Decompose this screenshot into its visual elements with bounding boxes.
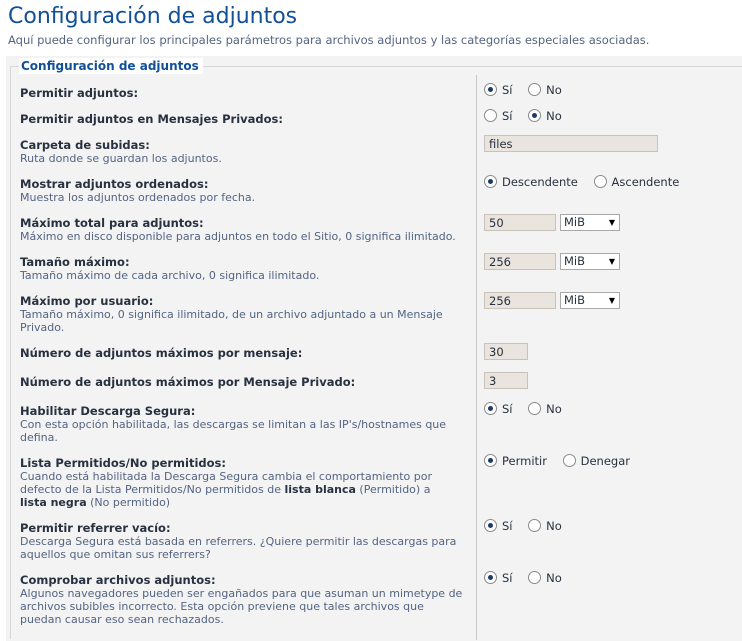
setting-description: Máximo en disco disponible para adjuntos en todo el Sitio, 0 significa ilimitado. [20, 230, 456, 243]
radio-button-selected[interactable] [484, 175, 497, 188]
radio-option-yes[interactable]: Sí [484, 109, 513, 123]
setting-label: Permitir adjuntos: [20, 86, 139, 100]
max-per-user-input[interactable]: 256 [484, 292, 556, 309]
chevron-down-icon: ▼ [608, 218, 615, 227]
radio-option-no[interactable]: No [528, 402, 562, 416]
setting-label: Mostrar adjuntos ordenados: [20, 177, 209, 191]
setting-label: Permitir referrer vacío: [20, 521, 171, 535]
max-filesize-input[interactable]: 256 [484, 253, 556, 270]
section-legend: Configuración de adjuntos [19, 58, 203, 74]
radio-option-deny[interactable]: Denegar [563, 454, 630, 468]
setting-description: Descarga Segura está basada en referrers. ¿Quiere permitir las descargas para aquellos que omitan sus referrers? [20, 535, 457, 561]
setting-label: Habilitar Descarga Segura: [20, 404, 196, 418]
setting-description: Tamaño máximo, 0 significa ilimitado, de un archivo adjuntado a un Mensaje Privado. [20, 308, 443, 334]
page-description: Aquí puede configurar los principales parámetros para archivos adjuntos y las categorías especiales asociadas. [8, 33, 650, 47]
radio-group [484, 83, 574, 97]
radio-button[interactable] [528, 571, 541, 584]
radio-option-allow[interactable]: Permitir [484, 454, 547, 468]
max-per-user-unit-select[interactable]: MiB ▼ [560, 292, 620, 309]
radio-option-no[interactable]: No [528, 571, 562, 585]
radio-group [484, 454, 642, 468]
setting-description: Ruta donde se guardan los adjuntos. [20, 152, 222, 165]
radio-group [484, 571, 574, 585]
radio-button[interactable] [484, 109, 497, 122]
chevron-down-icon: ▼ [608, 296, 615, 305]
radio-option-descending[interactable]: Descendente [484, 175, 578, 189]
setting-label: Número de adjuntos máximos por mensaje: [20, 346, 303, 360]
radio-option-no[interactable]: No [528, 83, 562, 97]
radio-button-selected[interactable] [484, 571, 497, 584]
radio-option-yes[interactable]: Sí [484, 571, 513, 585]
max-per-post-input[interactable]: 30 [484, 343, 528, 360]
column-divider [476, 75, 477, 640]
total-max-input[interactable]: 50 [484, 214, 556, 231]
setting-description: Cuando está habilitada la Descarga Segura cambia el comportamiento por defecto de la Lista Permitidos/No permitidos de lista blanca (Permitido) a lista negra (No permitido) [20, 470, 432, 509]
radio-button[interactable] [563, 454, 576, 467]
setting-label: Lista Permitidos/No permitidos: [20, 456, 226, 470]
radio-button-selected[interactable] [484, 519, 497, 532]
radio-group [484, 519, 574, 533]
radio-group [484, 175, 691, 189]
radio-option-yes[interactable]: Sí [484, 83, 513, 97]
total-max-unit-select[interactable]: MiB ▼ [560, 214, 620, 231]
radio-button[interactable] [594, 175, 607, 188]
radio-button[interactable] [528, 519, 541, 532]
radio-button-selected[interactable] [484, 402, 497, 415]
setting-description: Muestra los adjuntos ordenados por fecha. [20, 191, 256, 204]
radio-button[interactable] [528, 83, 541, 96]
setting-description: Con esta opción habilitada, las descargas se limitan a las IP's/hostnames que defina. [20, 418, 447, 444]
setting-label: Número de adjuntos máximos por Mensaje Privado: [20, 375, 356, 389]
setting-label: Carpeta de subidas: [20, 138, 150, 152]
radio-group [484, 109, 574, 123]
setting-description: Tamaño máximo de cada archivo, 0 significa ilimitado. [20, 269, 320, 282]
chevron-down-icon: ▼ [608, 257, 615, 266]
setting-label: Tamaño máximo: [20, 255, 130, 269]
radio-button[interactable] [528, 402, 541, 415]
radio-button-selected[interactable] [528, 109, 541, 122]
setting-label: Permitir adjuntos en Mensajes Privados: [20, 112, 283, 126]
max-per-pm-input[interactable]: 3 [484, 372, 528, 389]
radio-option-yes[interactable]: Sí [484, 402, 513, 416]
max-filesize-unit-select[interactable]: MiB ▼ [560, 253, 620, 270]
radio-button-selected[interactable] [484, 83, 497, 96]
setting-label: Máximo total para adjuntos: [20, 216, 204, 230]
upload-folder-input[interactable]: files [484, 135, 658, 152]
setting-label: Máximo por usuario: [20, 294, 154, 308]
setting-label: Comprobar archivos adjuntos: [20, 573, 216, 587]
radio-option-no[interactable]: No [528, 109, 562, 123]
radio-option-no[interactable]: No [528, 519, 562, 533]
radio-group [484, 402, 574, 416]
radio-option-ascending[interactable]: Ascendente [594, 175, 680, 189]
radio-option-yes[interactable]: Sí [484, 519, 513, 533]
page-title: Configuración de adjuntos [8, 4, 298, 29]
radio-button-selected[interactable] [484, 454, 497, 467]
setting-description: Algunos navegadores pueden ser engañados para que asuman un mimetype de archivos subibles incorrecto. Esta opción previene que tales archivos que puedan causar eso sean rechazados. [20, 587, 463, 626]
